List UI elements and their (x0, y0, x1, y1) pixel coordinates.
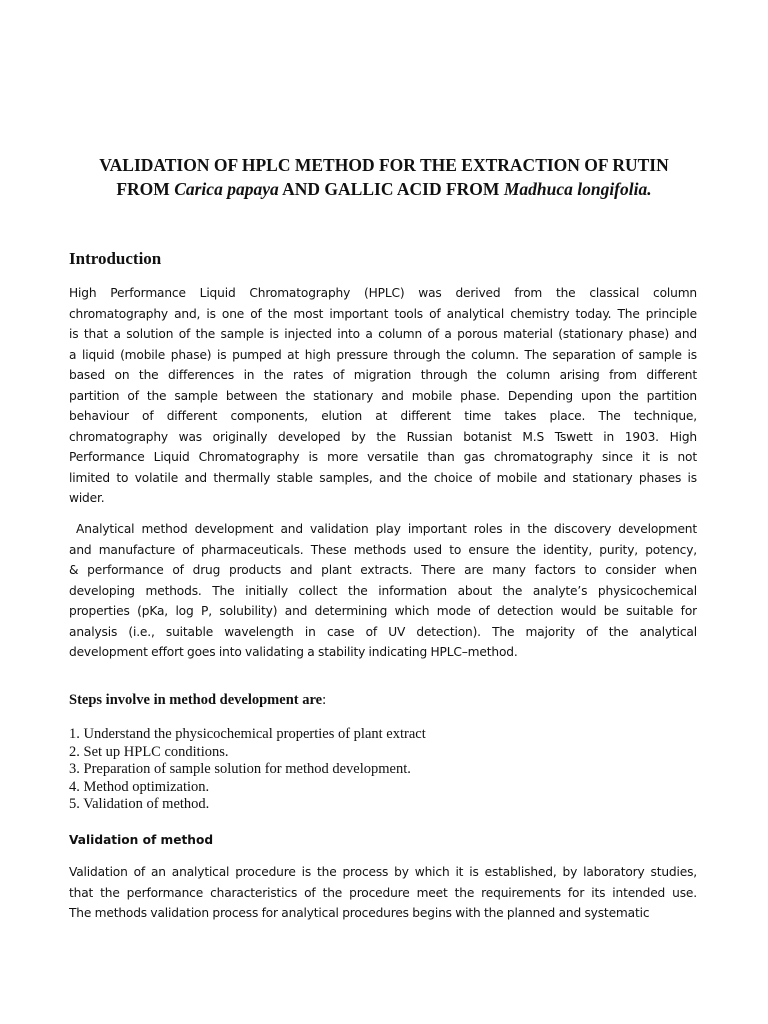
steps-heading-text: Steps involve in method development are (69, 692, 323, 708)
text-line: is that a solution of the sample is injected into a column of a porous material (stationary phase) and (69, 327, 697, 341)
text-line: chromatography and, is one of the most important tools of analytical chemistry today. The principle (69, 306, 697, 321)
text-line: development effort goes into validating a stability indicating HPLC–method. (69, 645, 518, 659)
list-item: 3. Preparation of sample solution for method development. (69, 761, 411, 778)
text-line: developing methods. The initially collect the information about the analyte’s physicochemical (69, 583, 697, 598)
title-line-2 (60, 177, 708, 201)
species-name-carica: Carica papaya (174, 179, 279, 199)
text-line: wider. (69, 491, 105, 505)
text-line: that the performance characteristics of the procedure meet the requirements for its intended use. (69, 885, 697, 900)
text-line: Performance Liquid Chromatography is more versatile than gas chromatography since it is not (69, 450, 697, 464)
steps-heading-colon: : (322, 692, 327, 708)
species-name-madhuca: Madhuca longifolia. (503, 179, 652, 199)
introduction-paragraph-1 (69, 283, 697, 509)
validation-paragraph (69, 862, 697, 924)
text-line: Analytical method development and validation play important roles in the discovery development (69, 522, 697, 536)
text-line: & performance of drug products and plant extracts. There are many factors to consider when (69, 563, 697, 577)
steps-heading (69, 690, 326, 710)
text-line: behaviour of different components, elution at different time takes place. The technique, (69, 409, 697, 423)
validation-heading: Validation of method (69, 833, 214, 847)
introduction-paragraph-2 (69, 519, 697, 663)
text-line: based on the differences in the rates of migration through the column arising from different (69, 368, 697, 382)
list-item: 2. Set up HPLC conditions. (69, 743, 229, 760)
text-line: a liquid (mobile phase) is pumped at high pressure through the column. The separation of sample is (69, 347, 697, 362)
text-line: limited to volatile and thermally stable samples, and the choice of mobile and stationary phases is (69, 470, 697, 485)
list-item: 5. Validation of method. (69, 796, 210, 813)
list-item: 4. Method optimization. (69, 778, 210, 795)
text-line: and manufacture of pharmaceuticals. These methods used to ensure the identity, purity, potency, (69, 542, 697, 557)
document-title (60, 153, 708, 201)
text-line: High Performance Liquid Chromatography (HPLC) was derived from the classical column (69, 286, 697, 300)
text-line: analysis (i.e., suitable wavelength in case of UV detection). The majority of the analytical (69, 624, 697, 639)
text-line: Validation of an analytical procedure is the process by which it is established, by laboratory studies, (69, 865, 697, 879)
title-text: AND GALLIC ACID FROM (278, 179, 504, 199)
text-line: The methods validation process for analytical procedures begins with the planned and systematic (69, 906, 650, 920)
steps-list (69, 726, 426, 814)
text-line: partition of the sample between the stationary and mobile phase. Depending upon the partition (69, 388, 697, 403)
text-line: chromatography was originally developed by the Russian botanist M.S Tswett in 1903. High (69, 429, 697, 444)
introduction-heading: Introduction (69, 249, 162, 268)
title-text: FROM (116, 179, 175, 199)
text-line: properties (pKa, log P, solubility) and determining which mode of detection would be suitable for (69, 604, 697, 618)
title-line-1: VALIDATION OF HPLC METHOD FOR THE EXTRACTION OF RUTIN (99, 155, 669, 175)
list-item: 1. Understand the physicochemical properties of plant extract (69, 726, 426, 742)
